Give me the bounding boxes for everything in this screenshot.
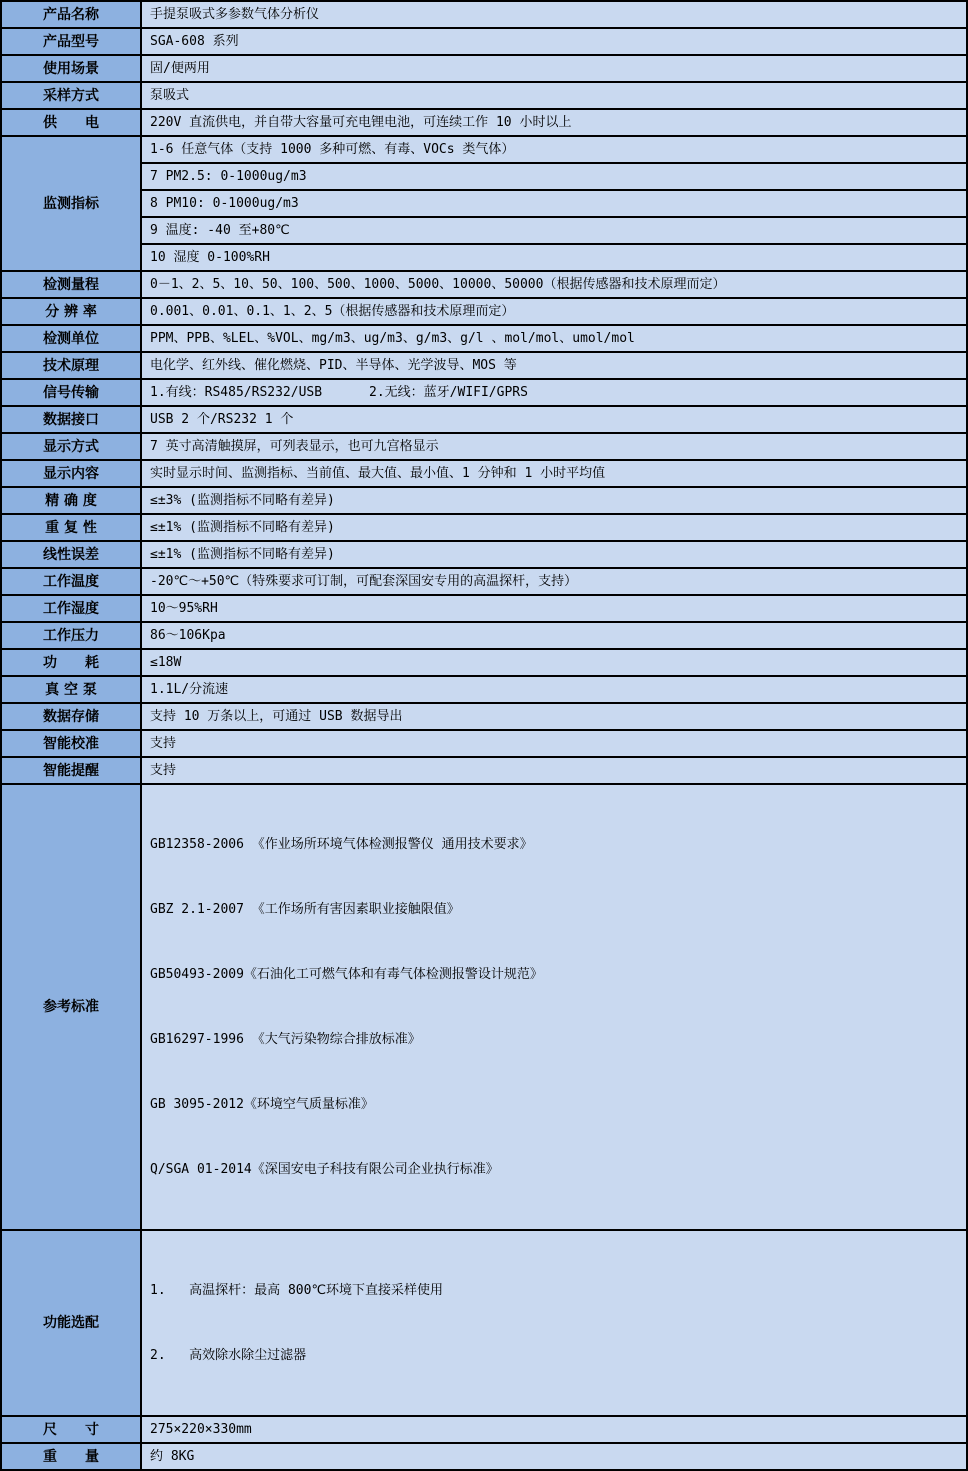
row-vacuum-pump	[1, 676, 967, 703]
row-value-resolution: 0.001、0.01、0.1、1、2、5（根据传感器和技术原理而定）	[141, 298, 967, 325]
row-value-detection-range: 0－1、2、5、10、50、100、500、1000、5000、10000、50000（根据传感器和技术原理而定）	[141, 271, 967, 298]
row-monitoring-indicator-humidity	[1, 244, 967, 271]
row-smart-reminder	[1, 757, 967, 784]
row-label-accuracy: 精 确 度	[1, 487, 141, 514]
row-value-power-consumption: ≤18W	[141, 649, 967, 676]
row-label-weight: 重 量	[1, 1443, 141, 1470]
row-label-data-storage: 数据存储	[1, 703, 141, 730]
row-product-name	[1, 1, 967, 28]
row-working-temperature	[1, 568, 967, 595]
row-value-repeatability: ≤±1% (监测指标不同略有差异)	[141, 514, 967, 541]
row-value-data-interface: USB 2 个/RS232 1 个	[141, 406, 967, 433]
row-value-working-temperature: -20℃～+50℃（特殊要求可订制，可配套深国安专用的高温探杆，支持）	[141, 568, 967, 595]
reference-standard-line: GB50493-2009《石油化工可燃气体和有毒气体检测报警设计规范》	[150, 967, 543, 982]
optional-function-line: 1. 高温探杆：最高 800℃环境下直接采样使用	[150, 1283, 444, 1298]
row-value-usage-scenario: 固/便两用	[141, 55, 967, 82]
row-value-power-supply: 220V 直流供电，并自带大容量可充电锂电池，可连续工作 10 小时以上	[141, 109, 967, 136]
row-label-smart-calibration: 智能校准	[1, 730, 141, 757]
row-optional-functions	[1, 1230, 967, 1416]
monitoring-indicator-pm10: 8 PM10: 0-1000ug/m3	[141, 190, 967, 217]
row-detection-unit	[1, 325, 967, 352]
row-detection-range	[1, 271, 967, 298]
row-label-reference-standards: 参考标准	[1, 784, 141, 1230]
row-monitoring-indicators	[1, 136, 967, 163]
row-label-detection-unit: 检测单位	[1, 325, 141, 352]
row-label-working-temperature: 工作温度	[1, 568, 141, 595]
row-label-display-content: 显示内容	[1, 460, 141, 487]
row-value-reference-standards	[141, 784, 967, 1230]
row-value-accuracy: ≤±3% (监测指标不同略有差异)	[141, 487, 967, 514]
row-value-dimensions: 275×220×330mm	[141, 1416, 967, 1443]
row-value-display-mode: 7 英寸高清触摸屏，可列表显示，也可九宫格显示	[141, 433, 967, 460]
row-value-vacuum-pump: 1.1L/分流速	[141, 676, 967, 703]
row-value-product-name: 手提泵吸式多参数气体分析仪	[141, 1, 967, 28]
row-label-product-name: 产品名称	[1, 1, 141, 28]
row-monitoring-indicator-pm25	[1, 163, 967, 190]
row-weight	[1, 1443, 967, 1470]
reference-standard-line: GB 3095-2012《环境空气质量标准》	[150, 1097, 374, 1112]
row-label-power-consumption: 功 耗	[1, 649, 141, 676]
row-working-pressure	[1, 622, 967, 649]
reference-standard-line: GBZ 2.1-2007 《工作场所有害因素职业接触限值》	[150, 902, 460, 917]
row-smart-calibration	[1, 730, 967, 757]
row-linearity-error	[1, 541, 967, 568]
row-value-data-storage: 支持 10 万条以上，可通过 USB 数据导出	[141, 703, 967, 730]
row-label-dimensions: 尺 寸	[1, 1416, 141, 1443]
row-label-technical-principle: 技术原理	[1, 352, 141, 379]
row-label-smart-reminder: 智能提醒	[1, 757, 141, 784]
row-label-sampling-method: 采样方式	[1, 82, 141, 109]
row-label-detection-range: 检测量程	[1, 271, 141, 298]
row-label-repeatability: 重 复 性	[1, 514, 141, 541]
row-product-model	[1, 28, 967, 55]
row-power-supply	[1, 109, 967, 136]
row-value-product-model: SGA-608 系列	[141, 28, 967, 55]
row-value-linearity-error: ≤±1% (监测指标不同略有差异)	[141, 541, 967, 568]
row-value-signal-transmission: 1.有线：RS485/RS232/USB 2.无线：蓝牙/WIFI/GPRS	[141, 379, 967, 406]
row-monitoring-indicator-pm10	[1, 190, 967, 217]
row-value-smart-reminder: 支持	[141, 757, 967, 784]
row-resolution	[1, 298, 967, 325]
monitoring-indicator-pm25: 7 PM2.5: 0-1000ug/m3	[141, 163, 967, 190]
row-value-display-content: 实时显示时间、监测指标、当前值、最大值、最小值、1 分钟和 1 小时平均值	[141, 460, 967, 487]
reference-standard-line: GB16297-1996 《大气污染物综合排放标准》	[150, 1032, 421, 1047]
row-label-usage-scenario: 使用场景	[1, 55, 141, 82]
monitoring-indicator-gases: 1-6 任意气体（支持 1000 多种可燃、有毒、VOCs 类气体）	[141, 136, 967, 163]
row-label-linearity-error: 线性误差	[1, 541, 141, 568]
row-power-consumption	[1, 649, 967, 676]
row-value-sampling-method: 泵吸式	[141, 82, 967, 109]
row-label-product-model: 产品型号	[1, 28, 141, 55]
optional-function-line: 2. 高效除水除尘过滤器	[150, 1348, 307, 1363]
row-accuracy	[1, 487, 967, 514]
row-data-interface	[1, 406, 967, 433]
row-sampling-method	[1, 82, 967, 109]
row-label-optional-functions: 功能选配	[1, 1230, 141, 1416]
row-reference-standards	[1, 784, 967, 1230]
row-value-smart-calibration: 支持	[141, 730, 967, 757]
row-value-working-humidity: 10～95%RH	[141, 595, 967, 622]
row-display-mode	[1, 433, 967, 460]
row-value-detection-unit: PPM、PPB、%LEL、%VOL、mg/m3、ug/m3、g/m3、g/l 、mol/mol、umol/mol	[141, 325, 967, 352]
row-label-display-mode: 显示方式	[1, 433, 141, 460]
row-signal-transmission	[1, 379, 967, 406]
row-value-optional-functions	[141, 1230, 967, 1416]
row-label-vacuum-pump: 真 空 泵	[1, 676, 141, 703]
row-label-signal-transmission: 信号传输	[1, 379, 141, 406]
row-value-technical-principle: 电化学、红外线、催化燃烧、PID、半导体、光学波导、MOS 等	[141, 352, 967, 379]
monitoring-indicator-temperature: 9 温度: -40 至+80℃	[141, 217, 967, 244]
row-label-data-interface: 数据接口	[1, 406, 141, 433]
row-label-power-supply: 供 电	[1, 109, 141, 136]
reference-standard-line: GB12358-2006 《作业场所环境气体检测报警仪 通用技术要求》	[150, 837, 533, 852]
row-display-content	[1, 460, 967, 487]
row-value-weight: 约 8KG	[141, 1443, 967, 1470]
row-working-humidity	[1, 595, 967, 622]
row-monitoring-indicator-temperature	[1, 217, 967, 244]
row-technical-principle	[1, 352, 967, 379]
row-label-resolution: 分 辨 率	[1, 298, 141, 325]
row-label-working-pressure: 工作压力	[1, 622, 141, 649]
row-usage-scenario	[1, 55, 967, 82]
row-dimensions	[1, 1416, 967, 1443]
reference-standard-line: Q/SGA 01-2014《深国安电子科技有限公司企业执行标准》	[150, 1162, 499, 1177]
row-data-storage	[1, 703, 967, 730]
row-value-working-pressure: 86～106Kpa	[141, 622, 967, 649]
row-repeatability	[1, 514, 967, 541]
row-label-working-humidity: 工作湿度	[1, 595, 141, 622]
monitoring-indicator-humidity: 10 湿度 0-100%RH	[141, 244, 967, 271]
row-label-monitoring-indicators: 监测指标	[1, 136, 141, 271]
